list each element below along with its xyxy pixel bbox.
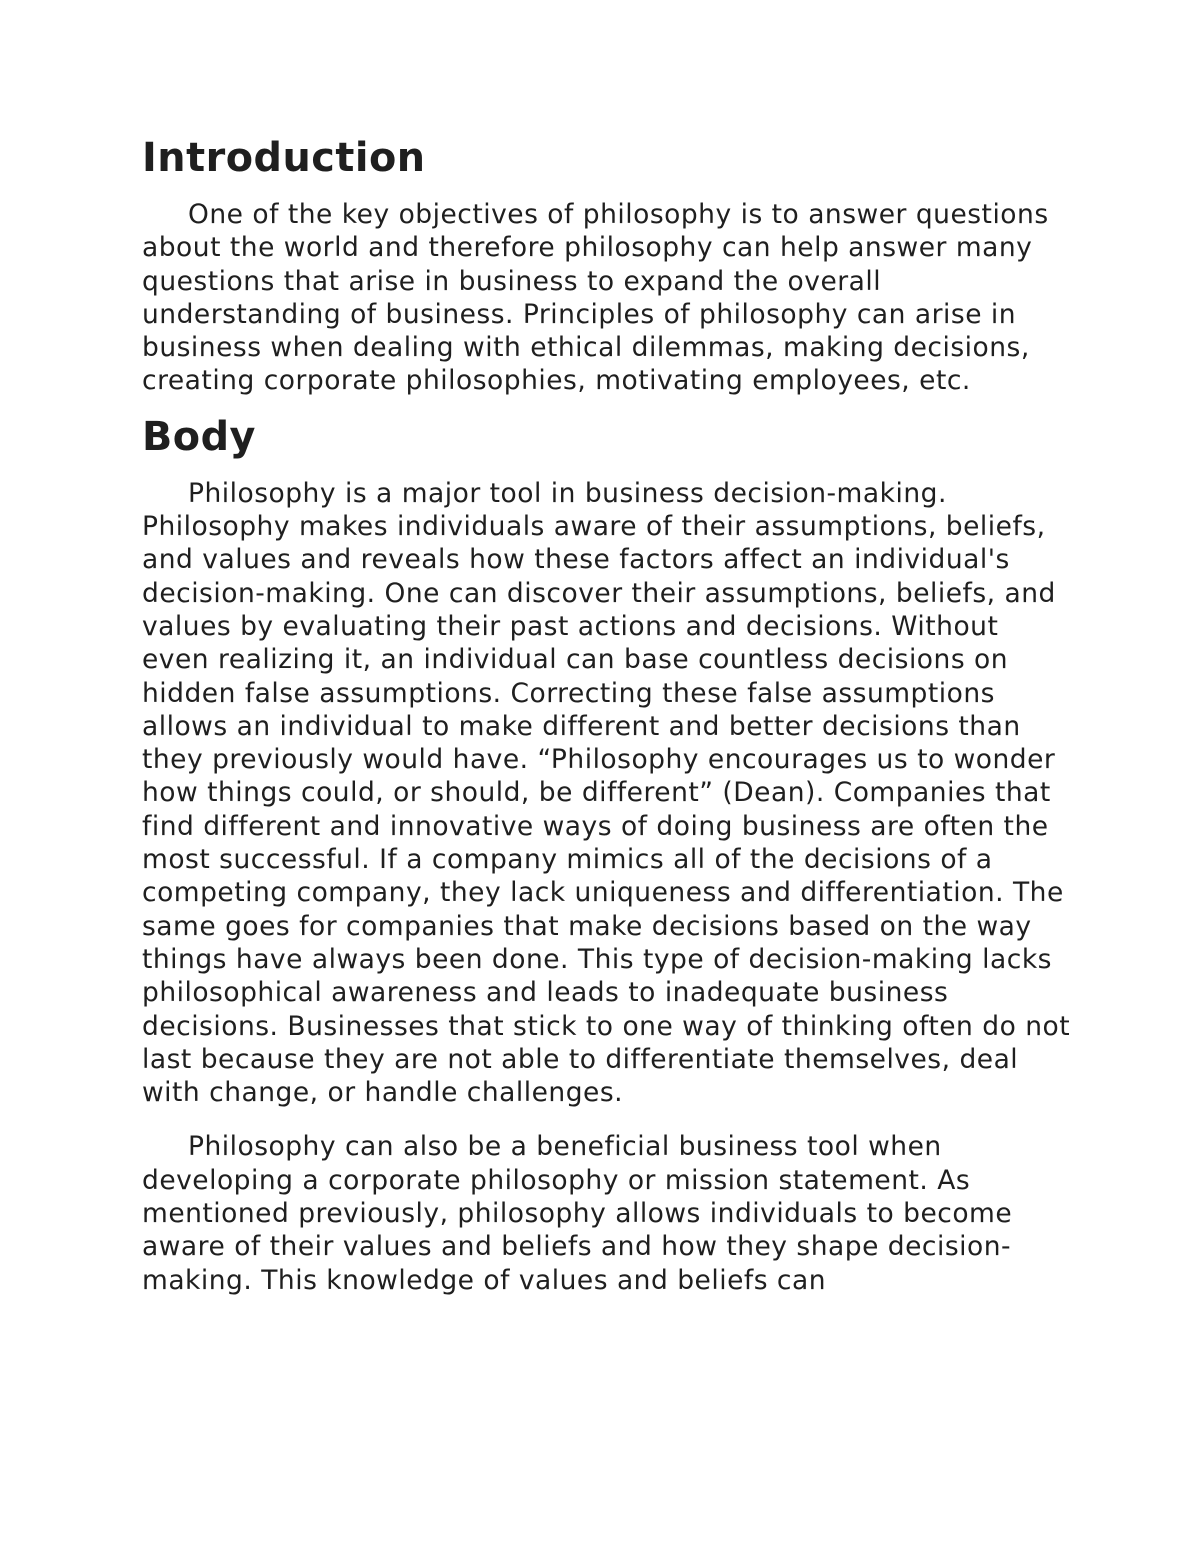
- body-paragraph-2: Philosophy can also be a beneficial business tool when developing a corporate philosophy or mission statement. As mentioned previously, philosophy allows individuals to become aware of their values and beliefs and how they shape decision-making. This knowledge of values and beliefs can: [142, 1131, 1013, 1296]
- document-content: [142, 135, 1072, 1297]
- introduction-paragraph: One of the key objectives of philosophy is to answer questions about the world and therefore philosophy can help answer many questions that arise in business to expand the overall understanding of business. Principles of philosophy can arise in business when dealing with ethical dilemmas, making decisions, creating corporate philosophies, motivating employees, etc.: [142, 199, 1049, 397]
- introduction-heading: Introduction: [142, 135, 426, 181]
- body-paragraph-1: Philosophy is a major tool in business decision-making. Philosophy makes individuals aware of their assumptions, beliefs, and values and reveals how these factors affect an individual's decision-making. One can discover their assumptions, beliefs, and values by evaluating their past actions and decisions. Without even realizing it, an individual can base countless decisions on hidden false assumptions. Correcting these false assumptions allows an individual to make different and better decisions than they previously would have. “Philosophy encourages us to wonder how things could, or should, be different” (Dean). Companies that find different and innovative ways of doing business are often the most successful. If a company mimics all of the decisions of a competing company, they lack uniqueness and differentiation. The same goes for companies that make decisions based on the way things have always been done. This type of decision-making lacks philosophical awareness and leads to inadequate business decisions. Businesses that stick to one way of thinking often do not last because they are not able to differentiate themselves, deal with change, or handle challenges.: [142, 477, 1071, 1109]
- body-heading: Body: [142, 413, 256, 460]
